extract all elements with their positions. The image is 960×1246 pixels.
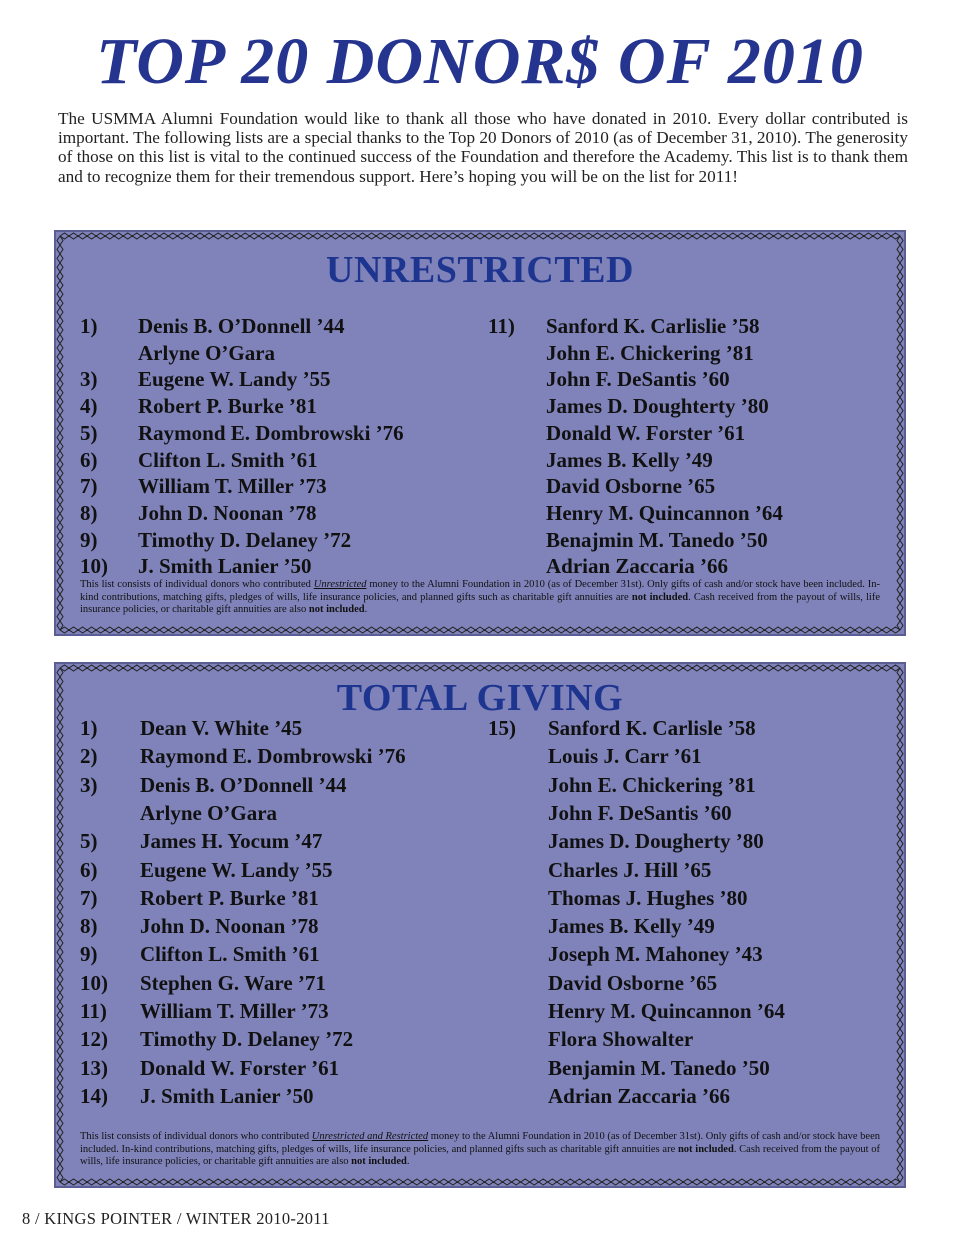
- donor-rank: 5): [80, 420, 98, 445]
- donor-name: Timothy D. Delaney ’72: [138, 527, 352, 552]
- donor-rank: 8): [80, 500, 98, 525]
- donor-rank: 10): [80, 554, 108, 579]
- donor-rank: 1): [80, 716, 98, 740]
- donor-name: Donald W. Forster ’61: [546, 420, 746, 445]
- donor-rank: 11): [488, 314, 515, 338]
- donor-name: William T. Miller ’73: [138, 474, 327, 499]
- donor-rank: 14): [80, 1083, 108, 1108]
- intro-paragraph: The USMMA Alumni Foundation would like to thank all those who have donated in 2010. Every dollar contributed is important. The following lists are a special thanks to the Top 20 Donors of 2010 (as of December 31, 2010). The generosity of those on this list is vital to the continued success of the Foundation and therefore the Academy. This list is to thank them and to recognize them for their tremendous support. Here’s hoping you will be on the list for 2011!: [58, 109, 908, 186]
- donor-name: James B. Kelly ’49: [548, 914, 715, 939]
- donor-rank: 9): [80, 942, 98, 967]
- donor-name: Sanford K. Carlislie ’58: [546, 314, 760, 338]
- unrestricted-note: This list consists of individual donors who contributed Unrestricted money to the Alumni Foundation in 2010 (as of December 31st). Only gifts of cash and/or stock have been included. In-kind contributions, matching gifts, pledges of wills, life insurance policies, and planned gifts such as charitable gift annuities are not included. Cash received from the payout of wills, life insurance policies, or charitable gift annuities are also not included.: [80, 579, 881, 616]
- donor-name: Adrian Zaccaria ’66: [546, 554, 728, 579]
- donor-name: Denis B. O’Donnell ’44: [138, 314, 345, 338]
- donor-name: Robert P. Burke ’81: [140, 885, 319, 910]
- donor-name: Eugene W. Landy ’55: [140, 857, 333, 882]
- donor-name: Adrian Zaccaria ’66: [548, 1083, 730, 1108]
- donor-name: Benjamin M. Tanedo ’50: [548, 1055, 770, 1080]
- donor-name: John E. Chickering ’81: [548, 772, 756, 797]
- total-giving-note: This list consists of individual donors who contributed Unrestricted and Restricted money to the Alumni Foundation in 2010 (as of December 31st). Only gifts of cash and/or stock have been included. In-kind contributions, matching gifts, pledges of wills, life insurance policies, and planned gifts such as charitable gift annuities are not included. Cash received from the payout of wills, life insurance policies, or charitable gift annuities are also not included.: [80, 1131, 880, 1168]
- page-title: TOP 20 DONOR$ OF 2010: [96, 25, 864, 98]
- donor-name: John F. DeSantis ’60: [546, 367, 730, 392]
- donor-rank: 4): [80, 394, 98, 419]
- donor-name: Denis B. O’Donnell ’44: [140, 772, 347, 797]
- donor-rank: 9): [80, 527, 98, 552]
- donor-name: Eugene W. Landy ’55: [138, 367, 331, 392]
- donor-name: John D. Noonan ’78: [138, 500, 317, 525]
- donor-rank: 7): [80, 885, 98, 910]
- donor-rank: 15): [488, 716, 516, 740]
- donor-name: Arlyne O’Gara: [138, 340, 276, 365]
- donor-rank: 2): [80, 744, 98, 769]
- donor-rank: 3): [80, 367, 98, 392]
- donor-name: Raymond E. Dombrowski ’76: [140, 744, 406, 769]
- donor-rank: 1): [80, 314, 98, 338]
- donor-name: Henry M. Quincannon ’64: [546, 500, 783, 525]
- donor-rank: 7): [80, 474, 98, 499]
- donor-name: Timothy D. Delaney ’72: [140, 1027, 354, 1052]
- donor-rank: 3): [80, 772, 98, 797]
- donor-name: James D. Dougherty ’80: [548, 829, 764, 854]
- donor-name: Robert P. Burke ’81: [138, 394, 317, 419]
- donor-rank: 12): [80, 1027, 108, 1052]
- donor-name: David Osborne ’65: [548, 970, 718, 995]
- donor-name: Joseph M. Mahoney ’43: [548, 942, 763, 967]
- unrestricted-box: [56, 232, 904, 634]
- total-giving-box: [56, 664, 904, 1186]
- donor-name: Donald W. Forster ’61: [140, 1055, 340, 1080]
- donor-name: John F. DeSantis ’60: [548, 800, 732, 825]
- donor-name: Clifton L. Smith ’61: [140, 942, 320, 967]
- donor-name: Arlyne O’Gara: [140, 800, 278, 825]
- donor-name: Raymond E. Dombrowski ’76: [138, 420, 404, 445]
- donor-name: Charles J. Hill ’65: [548, 857, 712, 882]
- donor-name: Clifton L. Smith ’61: [138, 447, 318, 472]
- donor-name: J. Smith Lanier ’50: [140, 1083, 314, 1108]
- donor-rank: 6): [80, 857, 98, 882]
- donor-rank: 13): [80, 1055, 108, 1080]
- donor-name: Louis J. Carr ’61: [548, 744, 702, 769]
- donor-name: Sanford K. Carlisle ’58: [548, 716, 756, 740]
- total-giving-heading: TOTAL GIVING: [336, 677, 624, 719]
- donor-name: James B. Kelly ’49: [546, 447, 713, 472]
- page-footer: 8 / KINGS POINTER / WINTER 2010-2011: [22, 1209, 330, 1228]
- donor-name: James H. Yocum ’47: [140, 829, 323, 854]
- donor-rank: 5): [80, 829, 98, 854]
- donor-rank: 10): [80, 970, 108, 995]
- donor-name: Henry M. Quincannon ’64: [548, 999, 785, 1023]
- donor-name: Dean V. White ’45: [140, 716, 303, 740]
- donor-name: John D. Noonan ’78: [140, 914, 319, 939]
- donor-name: John E. Chickering ’81: [546, 340, 754, 365]
- donor-name: Thomas J. Hughes ’80: [548, 885, 748, 910]
- donor-name: William T. Miller ’73: [140, 999, 329, 1023]
- donor-name: Stephen G. Ware ’71: [140, 970, 326, 995]
- donor-name: J. Smith Lanier ’50: [138, 554, 312, 579]
- donor-name: Flora Showalter: [548, 1027, 694, 1052]
- donor-name: David Osborne ’65: [546, 474, 716, 499]
- donor-name: James D. Doughterty ’80: [546, 394, 769, 419]
- unrestricted-heading: UNRESTRICTED: [326, 249, 634, 291]
- donor-rank: 8): [80, 914, 98, 939]
- donor-rank: 6): [80, 447, 98, 472]
- donor-name: Benajmin M. Tanedo ’50: [546, 527, 768, 552]
- donor-rank: 11): [80, 999, 107, 1023]
